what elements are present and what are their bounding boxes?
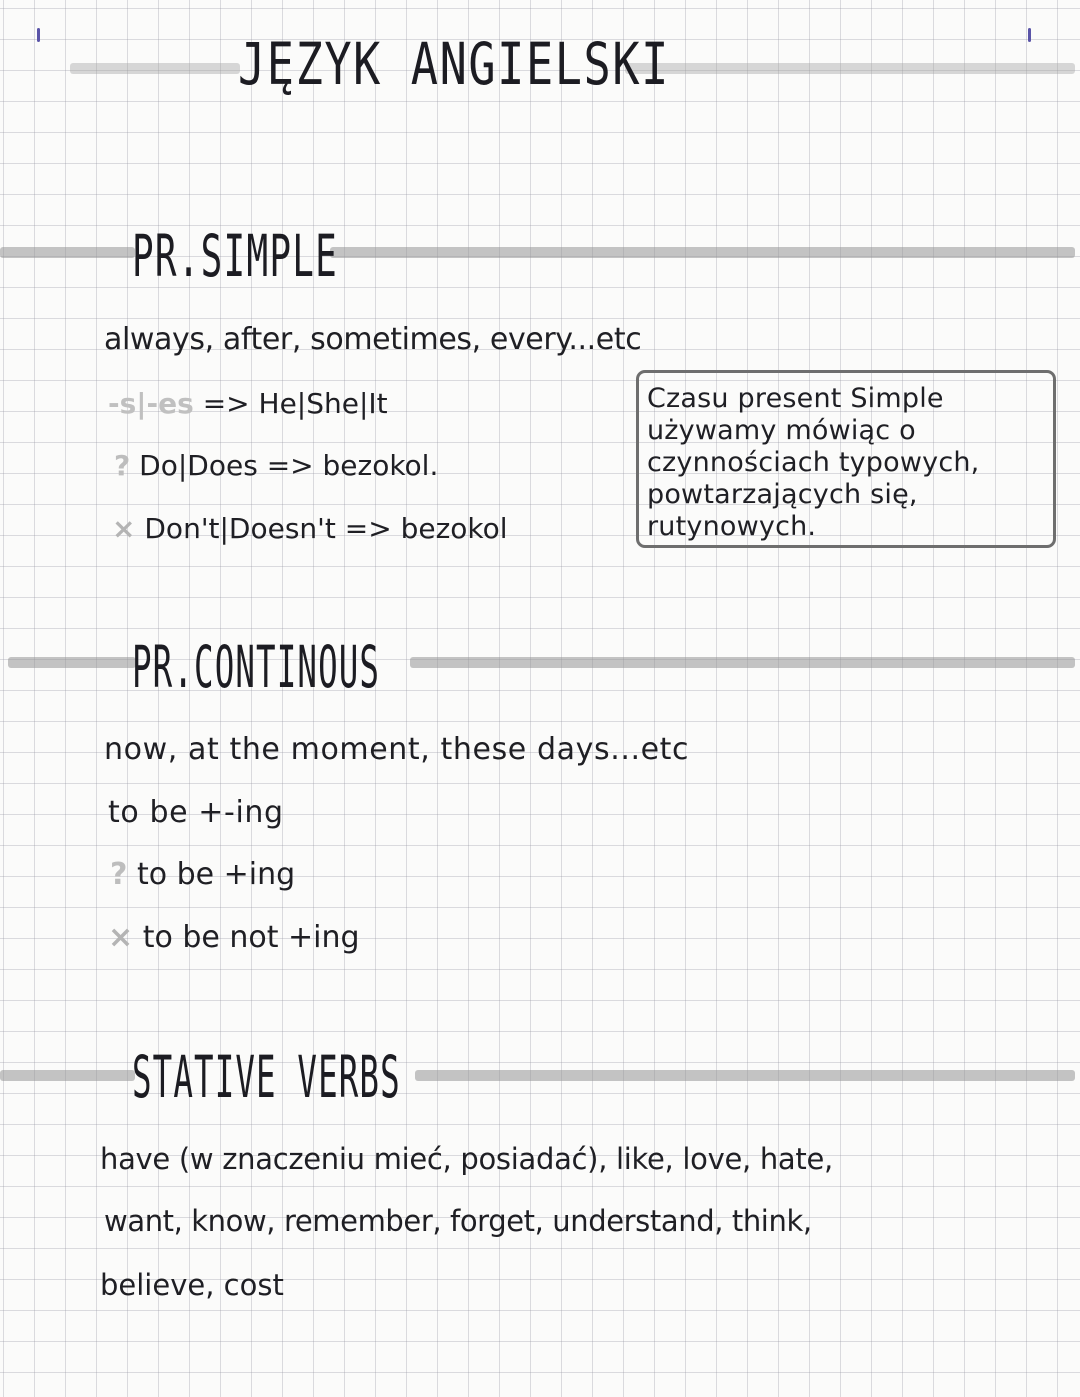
title-underline-left bbox=[70, 63, 240, 74]
stative-verbs-line-1: have (w znaczeniu mieć, posiadać), like, love, hate, bbox=[100, 1142, 833, 1176]
simple-question-row bbox=[114, 449, 438, 482]
question-mark-icon: ? bbox=[110, 857, 128, 892]
stative-verbs-line-3: believe, cost bbox=[100, 1268, 284, 1302]
present-simple-note: Czasu present Simple używamy mówiąc o czynnościach typowych, powtarzających się, rutynowych. bbox=[647, 383, 980, 542]
simple-affirmative-row bbox=[108, 387, 388, 420]
continuous-negative-row bbox=[108, 920, 360, 955]
present-simple-heading: PR.SIMPLE bbox=[132, 222, 339, 290]
negative-text: to be not +ing bbox=[142, 920, 360, 955]
corner-mark-right bbox=[1028, 28, 1031, 42]
stative-heading-bar-right bbox=[415, 1070, 1075, 1081]
stative-verbs-heading: STATIVE VERBS bbox=[132, 1043, 401, 1111]
negative-cross-icon: × bbox=[108, 920, 134, 955]
present-simple-note-box bbox=[636, 370, 1056, 548]
simple-heading-bar-left bbox=[0, 247, 135, 258]
stative-verbs-line-2: want, know, remember, forget, understand, think, bbox=[104, 1204, 812, 1238]
present-continuous-heading: PR.CONTINOUS bbox=[132, 633, 381, 701]
affirmative-mark: -s|-es bbox=[108, 387, 194, 420]
stative-heading-bar-left bbox=[0, 1070, 135, 1081]
simple-heading-bar-right bbox=[330, 247, 1075, 258]
continuous-affirmative-row: to be +-ing bbox=[108, 795, 284, 830]
title-underline-right bbox=[625, 63, 1075, 74]
question-mark-icon: ? bbox=[114, 449, 131, 482]
simple-time-expressions: always, after, sometimes, every...etc bbox=[104, 322, 642, 357]
continuous-time-expressions: now, at the moment, these days...etc bbox=[104, 732, 690, 767]
simple-negative-row bbox=[112, 512, 508, 545]
page-title: JĘZYK ANGIELSKI bbox=[238, 30, 670, 98]
affirmative-text: => He|She|It bbox=[202, 387, 388, 420]
negative-cross-icon: × bbox=[112, 512, 136, 545]
corner-mark-left bbox=[37, 28, 40, 42]
negative-text: Don't|Doesn't => bezokol bbox=[144, 512, 508, 545]
question-text: Do|Does => bezokol. bbox=[139, 449, 439, 482]
continuous-heading-bar-right bbox=[410, 657, 1075, 668]
question-text: to be +ing bbox=[136, 857, 296, 892]
continuous-question-row bbox=[110, 857, 295, 892]
continuous-heading-bar-left bbox=[8, 657, 136, 668]
